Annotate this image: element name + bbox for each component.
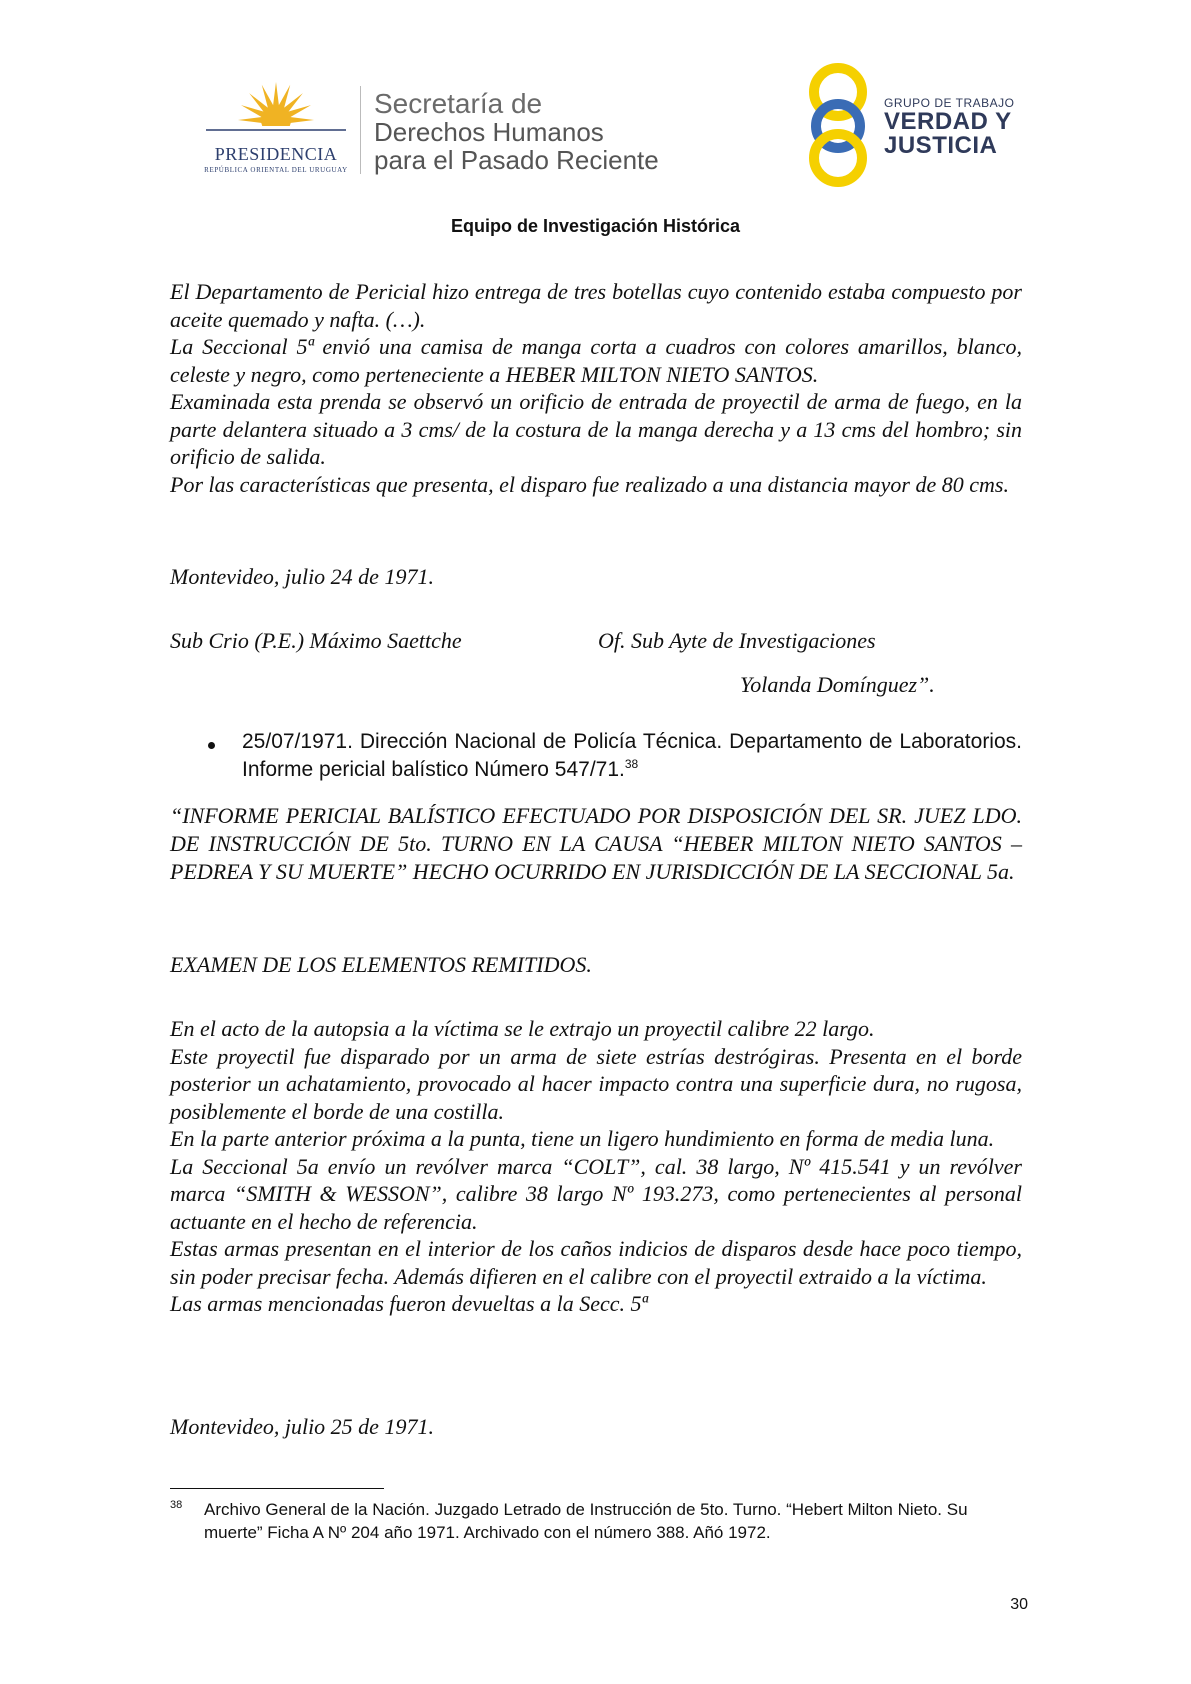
header-divider (360, 86, 361, 174)
footnote-number: 38 (170, 1499, 183, 1511)
footnote (170, 1498, 1022, 1544)
report-heading (170, 802, 1022, 886)
secretaria-line-1: Secretaría de (374, 88, 543, 119)
bullet-text (242, 728, 1022, 784)
secretaria-line-2: Derechos Humanos (374, 117, 604, 147)
paragraph: En la parte anterior próxima a la punta, tiene un ligero hundimiento en forma de media luna. (170, 1126, 995, 1151)
secretaria-wordmark (374, 90, 659, 174)
date-line-2: Montevideo, julio 25 de 1971. (170, 1414, 434, 1439)
footnote-ref[interactable]: 38 (624, 757, 639, 771)
gtvj-line-2: JUSTICIA (884, 132, 998, 159)
exam-title: EXAMEN DE LOS ELEMENTOS REMITIDOS. (170, 952, 592, 977)
signature-right: Of. Sub Ayte de Investigaciones (598, 628, 876, 653)
paragraph: La Seccional 5ª envió una camisa de manga corta a cuadros con colores amarillos, blanco, celeste y negro, como perteneciente a HEBER MILTON NIETO SANTOS. (170, 334, 1022, 387)
bullet-icon (208, 742, 215, 749)
presidencia-subtitle: REPÚBLICA ORIENTAL DEL URUGUAY (204, 166, 348, 174)
paragraph: La Seccional 5a envío un revólver marca “COLT”, cal. 38 largo, Nº 415.541 y un revólver marca “SMITH & WESSON”, calibre 38 largo Nº 193.273, como pertenecientes al personal actuante en el hecho de referencia. (170, 1153, 1022, 1234)
paragraph: Las armas mencionadas fueron devueltas a la Secc. 5ª (170, 1291, 648, 1316)
secretaria-line-3: para el Pasado Reciente (374, 145, 659, 175)
report-heading-text: “INFORME PERICIAL BALÍSTICO EFECTUADO POR DISPOSICIÓN DEL SR. JUEZ LDO. DE INSTRUCCIÓN DE 5to. TURNO EN LA CAUSA “HEBER MILTON NIETO SANTOS – PEDREA Y SU MUERTE” HECHO OCURRIDO EN JURISDICCIÓN DE LA SECCIONAL 5a. (170, 803, 1022, 884)
body-block-2 (170, 1015, 1022, 1318)
presidencia-wordmark: PRESIDENCIA (214, 144, 338, 164)
presidencia-logo (196, 80, 356, 180)
paragraph: Este proyectil fue disparado por un arma de siete estrías destrógiras. Presenta en el borde posterior un achatamiento, provocado al hacer impacto contra una superficie dura, no rugosa, posiblemente el borde de una costilla. (170, 1043, 1022, 1124)
paragraph: El Departamento de Pericial hizo entrega de tres botellas cuyo contenido estaba compuesto por aceite quemado y nafta. (…). (170, 279, 1022, 332)
paragraph: En el acto de la autopsia a la víctima se le extrajo un proyectil calibre 22 largo. (170, 1016, 875, 1041)
date-line: Montevideo, julio 24 de 1971. (170, 564, 434, 589)
paragraph: Por las características que presenta, el disparo fue realizado a una distancia mayor de 80 cms. (170, 471, 1009, 497)
sun-icon (196, 80, 356, 148)
gtvj-line-1: VERDAD Y (884, 108, 1012, 135)
signature-left: Sub Crio (P.E.) Máximo Saettche (170, 628, 462, 653)
signature-right-name: Yolanda Domínguez”. (740, 672, 935, 697)
paragraph: Examinada esta prenda se observó un orificio de entrada de proyectil de arma de fuego, en la parte delantera situado a 3 cms/ de la costura de la manga derecha y a 13 cms del hombro; sin orificio de salida. (170, 389, 1022, 469)
gtvj-wordmark (884, 96, 1014, 158)
bullet-label: 25/07/1971. Dirección Nacional de Policía Técnica. Departamento de Laboratorios. Informe pericial balístico Número 547/71. (242, 730, 1022, 781)
team-title: Equipo de Investigación Histórica (450, 216, 741, 236)
gtvj-small-text: GRUPO DE TRABAJO (884, 96, 1015, 110)
body-block-1 (170, 278, 1022, 498)
footnote-text: Archivo General de la Nación. Juzgado Letrado de Instrucción de 5to. Turno. “Hebert Milton Nieto. Su muerte” Ficha A Nº 204 año 1971. Archivado con el número 388. Añó 1972. (204, 1500, 968, 1542)
paragraph: Estas armas presentan en el interior de los caños indicios de disparos desde hace poco tiempo, sin poder precisar fecha. Además difieren en el calibre con el proyectil extraido a la víctima. (170, 1236, 1022, 1289)
footnote-separator (170, 1488, 384, 1489)
page-number: 30 (1010, 1596, 1028, 1613)
